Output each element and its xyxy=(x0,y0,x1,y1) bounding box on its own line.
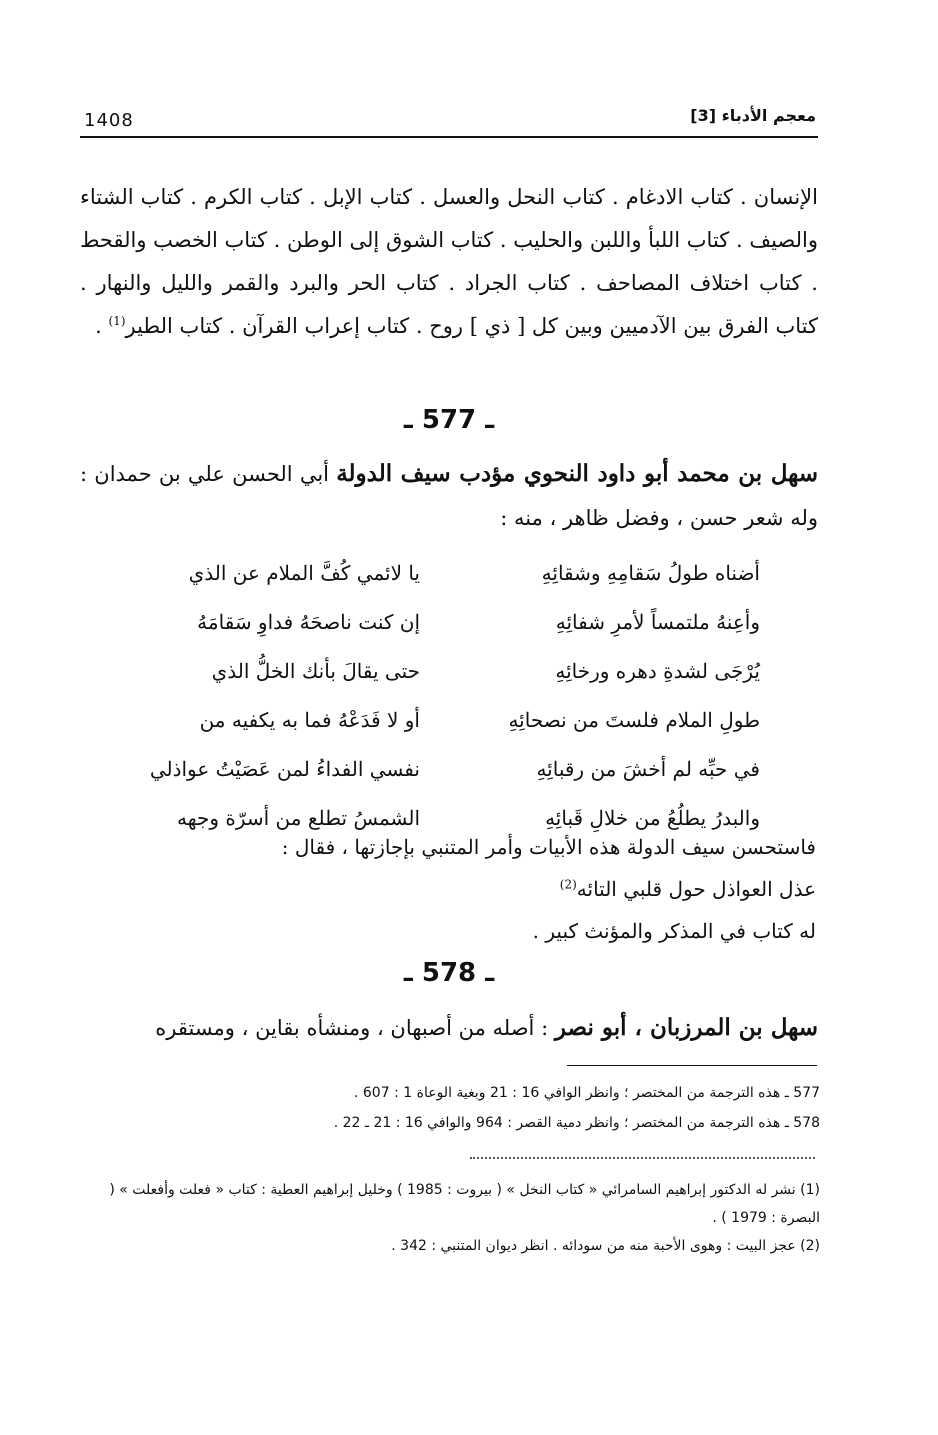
verse-second-hemistich: طولِ الملام فلستَ من نصحائِهِ xyxy=(508,707,760,732)
verse-line xyxy=(130,646,760,695)
verse-second-hemistich: والبدرُ يطلُعُ من خلالِ قَبائِهِ xyxy=(545,805,760,830)
footnote-ref-1[interactable]: (1) xyxy=(108,314,126,328)
verse-line xyxy=(130,597,760,646)
continuation-line: فاستحسن سيف الدولة هذه الأبيات وأمر المتنبي بإجازتها ، فقال : xyxy=(281,835,816,859)
verse-first-hemistich: حتى يقالَ بأنك الخلُّ الذي xyxy=(211,658,420,683)
continuation-verse-text: عذل العواذل حول قلبي التائه xyxy=(576,877,816,901)
page-number: 1408 xyxy=(84,110,134,131)
verse-second-hemistich: وأعِنهُ ملتمساً لأمرِ شفائِهِ xyxy=(555,609,760,634)
continuation-verse xyxy=(130,868,816,910)
verse-second-hemistich: في حبِّه لم أخشَ من رقبائِهِ xyxy=(536,756,760,781)
footnote-1: (1) نشر له الدكتور إبراهيم السامرائي « كتاب النخل » ( بيروت : 1985 ) وخليل إبراهيم العطية : كتاب « فعلت وأفعلت » ( البصرة : 1979 ) . xyxy=(109,1182,820,1226)
source-note: 577 ـ هذه الترجمة من المختصر ؛ وانظر الوافي 16 : 21 وبغية الوعاة 1 : 607 . xyxy=(353,1085,820,1101)
entry-number-578: ـ 578 ـ xyxy=(403,958,495,988)
footnote-divider xyxy=(567,1065,817,1066)
continued-paragraph xyxy=(80,176,818,348)
verse-first-hemistich: أو لا فَدَعْهُ فما به يكفيه من xyxy=(199,707,420,732)
footnote-2: (2) عجز البيت : وهوى الأحبة منه من سودائه . انظر ديوان المتنبي : 342 . xyxy=(391,1238,820,1254)
footnotes xyxy=(80,1176,820,1260)
entry-577-intro xyxy=(80,452,818,540)
dotted-divider xyxy=(470,1157,815,1159)
continuation-line: له كتاب في المذكر والمؤنث كبير . xyxy=(532,919,816,943)
verse-second-hemistich: يُرْجَى لشدةِ دهره ورخائِهِ xyxy=(555,658,760,683)
verse-line xyxy=(130,548,760,597)
entry-578-intro xyxy=(80,1006,818,1050)
verse-line xyxy=(130,744,760,793)
verse-first-hemistich: يا لائمي كُفَّ الملام عن الذي xyxy=(188,560,420,585)
entry-577-name: سهل بن محمد أبو داود النحوي مؤدب سيف الدولة xyxy=(336,460,818,487)
source-note: 578 ـ هذه الترجمة من المختصر ؛ وانظر دمية القصر : 964 والوافي 16 : 21 ـ 22 . xyxy=(333,1115,820,1131)
verse-first-hemistich: إن كنت ناصحَهُ فداوِ سَقامَهُ xyxy=(197,609,420,634)
running-title: معجم الأدباء [3] xyxy=(690,106,816,125)
verse-first-hemistich: نفسي الفداءُ لمن عَصَيْتُ عواذلي xyxy=(149,756,420,781)
verse-line xyxy=(130,695,760,744)
entry-578-name: سهل بن المرزبان ، أبو نصر xyxy=(554,1014,818,1041)
poem xyxy=(130,548,760,842)
paragraph-text: الإنسان . كتاب الادغام . كتاب النحل والعسل . كتاب الإبل . كتاب الكرم . كتاب الشتاء والصيف . كتاب اللبأ واللبن والحليب . كتاب الشوق إلى الوطن . كتاب الخصب والقحط . كتاب اختلاف المصاحف . كتاب الجراد . كتاب الحر والبرد والقمر والليل والنهار . كتاب الفرق بين الآدميين وبين كل [ ذي ] روح . كتاب إعراب القرآن . كتاب الطير xyxy=(80,185,818,338)
paragraph-end: . xyxy=(95,314,109,338)
entry-578-text: : أصله من أصبهان ، ومنشأه بقاين ، ومستقره xyxy=(155,1016,555,1040)
running-header xyxy=(80,104,818,138)
verse-second-hemistich: أضناه طولُ سَقامِهِ وشقائِهِ xyxy=(541,560,760,585)
source-notes xyxy=(200,1078,820,1138)
entry-577-text: أبي الحسن علي بن حمدان : وله شعر حسن ، وفضل ظاهر ، منه : xyxy=(80,462,818,530)
entry-577-continuation xyxy=(130,826,816,952)
entry-number-577: ـ 577 ـ xyxy=(403,405,495,435)
verse-first-hemistich: الشمسُ تطلع من أسرّة وجهه xyxy=(177,805,420,830)
footnote-ref-2[interactable]: (2) xyxy=(559,877,577,892)
